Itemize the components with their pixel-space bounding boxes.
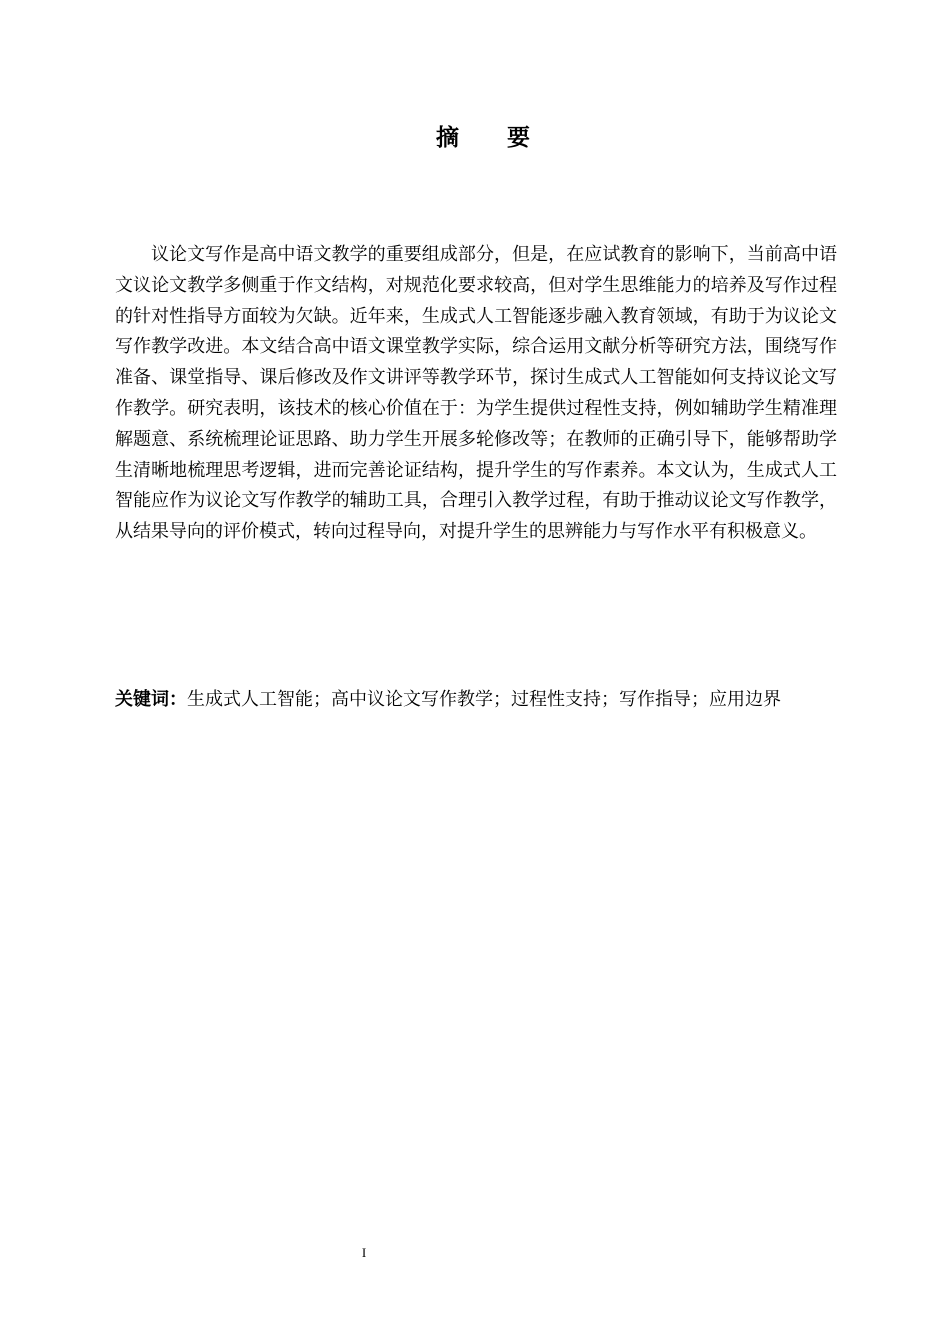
keywords-label: 关键词： bbox=[115, 689, 187, 710]
abstract-paragraph: 议论文写作是高中语文教学的重要组成部分，但是，在应试教育的影响下，当前高中语文议论文教学多侧重于作文结构，对规范化要求较高，但对学生思维能力的培养及写作过程的针对性指导方面较为欠缺。近年来，生成式人工智能逐步融入教育领域，有助于为议论文写作教学改进。本文结合高中语文课堂教学实际，综合运用文献分析等研究方法，围绕写作准备、课堂指导、课后修改及作文讲评等教学环节，探讨生成式人工智能如何支持议论文写作教学。研究表明，该技术的核心价值在于：为学生提供过程性支持，例如辅助学生精准理解题意、系统梳理论证思路、助力学生开展多轮修改等；在教师的正确引导下，能够帮助学生清晰地梳理思考逻辑，进而完善论证结构，提升学生的写作素养。本文认为，生成式人工智能应作为议论文写作教学的辅助工具，合理引入教学过程，有助于推动议论文写作教学，从结果导向的评价模式，转向过程导向，对提升学生的思辨能力与写作水平有积极意义。 bbox=[115, 244, 837, 543]
page-title: 摘 要 bbox=[435, 125, 550, 151]
keywords-line bbox=[115, 685, 837, 715]
keywords-text: 生成式人工智能；高中议论文写作教学；过程性支持；写作指导；应用边界 bbox=[187, 689, 781, 710]
page-number: I bbox=[361, 1245, 367, 1260]
